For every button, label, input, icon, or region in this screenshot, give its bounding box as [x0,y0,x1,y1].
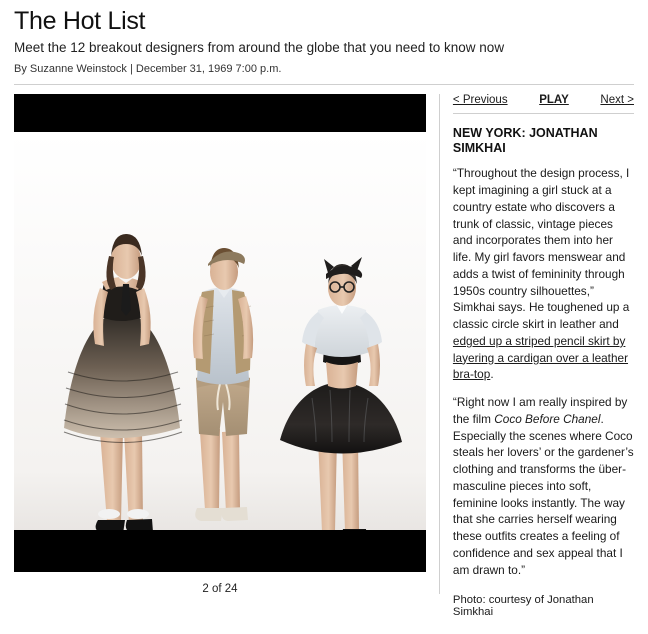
gallery-photo-column [14,94,426,594]
gallery-photo[interactable] [14,94,426,572]
next-link[interactable]: Next > [600,94,634,107]
gallery-caption-column [452,94,634,619]
header-divider [14,84,634,85]
caption-paragraph-2-text: “Right now I am really inspired by the film [452,395,628,426]
previous-link[interactable]: < Previous [452,94,508,107]
caption-paragraph-2-tail: . Especially the scenes where Coco steals her lovers’ or the gardener’s clothing and transforms the über-masculine pieces into soft, feminine looks instantly. The way that she carries herself wearing these outfits creates a feeling of confidence and sex appeal that I am drawn to.” [452,411,634,577]
column-divider [439,94,440,594]
article-subtitle: Meet the 12 breakout designers from around the globe that you need to know now [14,39,505,55]
caption-paragraph-2 [453,394,634,578]
photo-credit: Photo: courtesy of Jonathan Simkhai [452,594,594,619]
article-byline: By Suzanne Weinstock | December 31, 1969 7:00 p.m. [14,63,282,76]
page-title: The Hot List [14,7,146,35]
navigation-divider [453,113,634,114]
runway-models-image [14,132,426,530]
caption-paragraph-1-text: “Throughout the design process, I kept imagining a girl stuck at a country estate who discovers a trunk of classic, vintage pieces and incorporates them into her life. My girl favors menswear and adds a twist of femininity through 1950s country silhouettes,” Simkhai says. He toughened up a classic circle skirt in leather and [452,166,630,332]
article-header [14,0,634,75]
gallery-navigation [453,94,634,113]
caption-subhead: NEW YORK: JONATHAN SIMKHAI [452,126,598,156]
gallery-pager: 2 of 24 [202,583,238,596]
play-link[interactable]: PLAY [539,94,569,107]
caption-inline-link[interactable]: edged up a striped pencil skirt by layering a cardigan over a leather bra-top [452,333,629,382]
film-title: Coco Before Chanel [494,411,601,426]
caption-paragraph-1-tail: . [490,367,494,382]
gallery-content [14,94,634,619]
caption-paragraph-1 [453,165,634,383]
